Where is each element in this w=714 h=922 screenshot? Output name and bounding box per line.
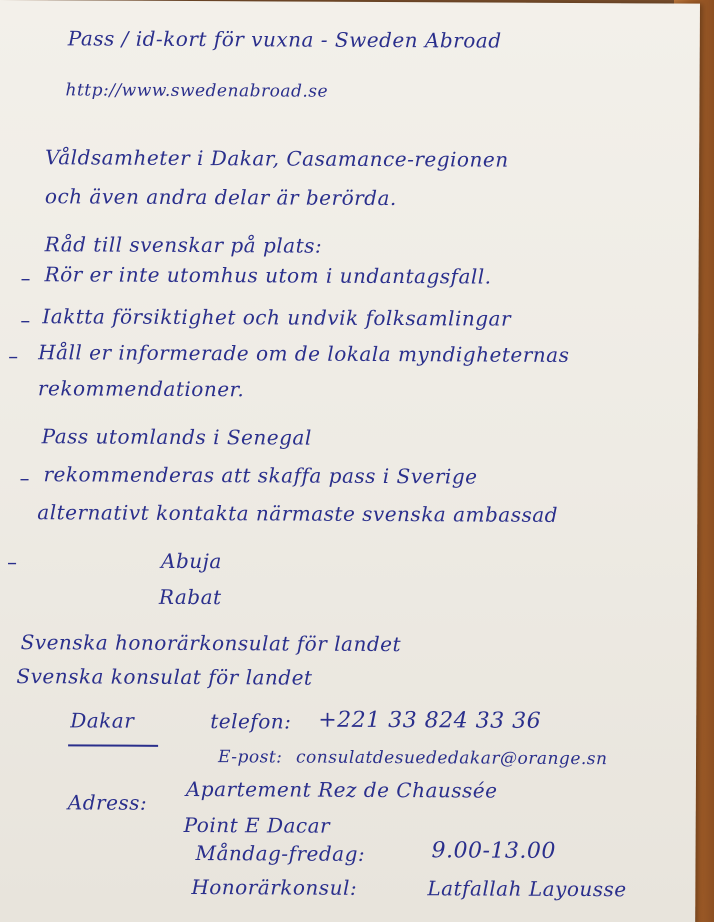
address-label: Adress: [67, 790, 148, 815]
passport-title: Pass utomlands i Senegal [41, 424, 312, 450]
violence-line-1: Våldsamheter i Dakar, Casamance-regionen [45, 145, 509, 172]
bullet-dash: – [6, 550, 18, 575]
city-underline [68, 744, 158, 746]
phone-label: telefon: [210, 709, 292, 734]
email-address: consulatdesuededakar@orange.sn [295, 747, 608, 770]
opening-hours: 9.00-13.00 [431, 838, 557, 864]
advice-item-2: Iaktta försiktighet och undvik folksamlingar [42, 304, 512, 331]
note-url: http://www.swedenabroad.se [65, 80, 329, 102]
note-heading: Pass / id-kort för vuxna - Sweden Abroad [67, 26, 502, 53]
hours-label: Måndag-fredag: [195, 841, 366, 866]
passport-line-1: rekommenderas att skaffa pass i Sverige [43, 462, 478, 489]
honorary-consulate-line: Svenska honorärkonsulat för landet [20, 630, 402, 657]
bullet-dash: – [8, 344, 19, 369]
violence-line-2: och även andra delar är berörda. [44, 184, 397, 211]
bullet-dash: – [19, 466, 30, 491]
advice-item-3: Håll er informerade om de lokala myndigheternas [38, 340, 570, 367]
address-line-2: Point E Dacar [183, 812, 331, 838]
advice-title: Råd till svenskar på plats: [44, 232, 323, 258]
bullet-dash: – [20, 266, 31, 291]
phone-number: +221 33 824 33 36 [318, 707, 542, 734]
bullet-dash: – [20, 308, 31, 333]
advice-item-3-continued: rekommendationer. [37, 376, 245, 402]
city-dakar: Dakar [70, 708, 135, 733]
consul-name: Latfallah Layousse [427, 876, 627, 902]
embassy-rabat: Rabat [158, 584, 222, 610]
email-label: E-post: [217, 747, 283, 768]
address-line-1: Apartement Rez de Chaussée [185, 776, 498, 803]
advice-item-1: Rör er inte utomhus utom i undantagsfall. [44, 262, 492, 289]
passport-line-2: alternativt kontakta närmaste svenska ambassad [37, 500, 559, 527]
consul-label: Honorärkonsul: [191, 875, 358, 900]
consulate-line: Svenska konsulat för landet [16, 664, 313, 690]
embassy-abuja: Abuja [161, 548, 222, 574]
